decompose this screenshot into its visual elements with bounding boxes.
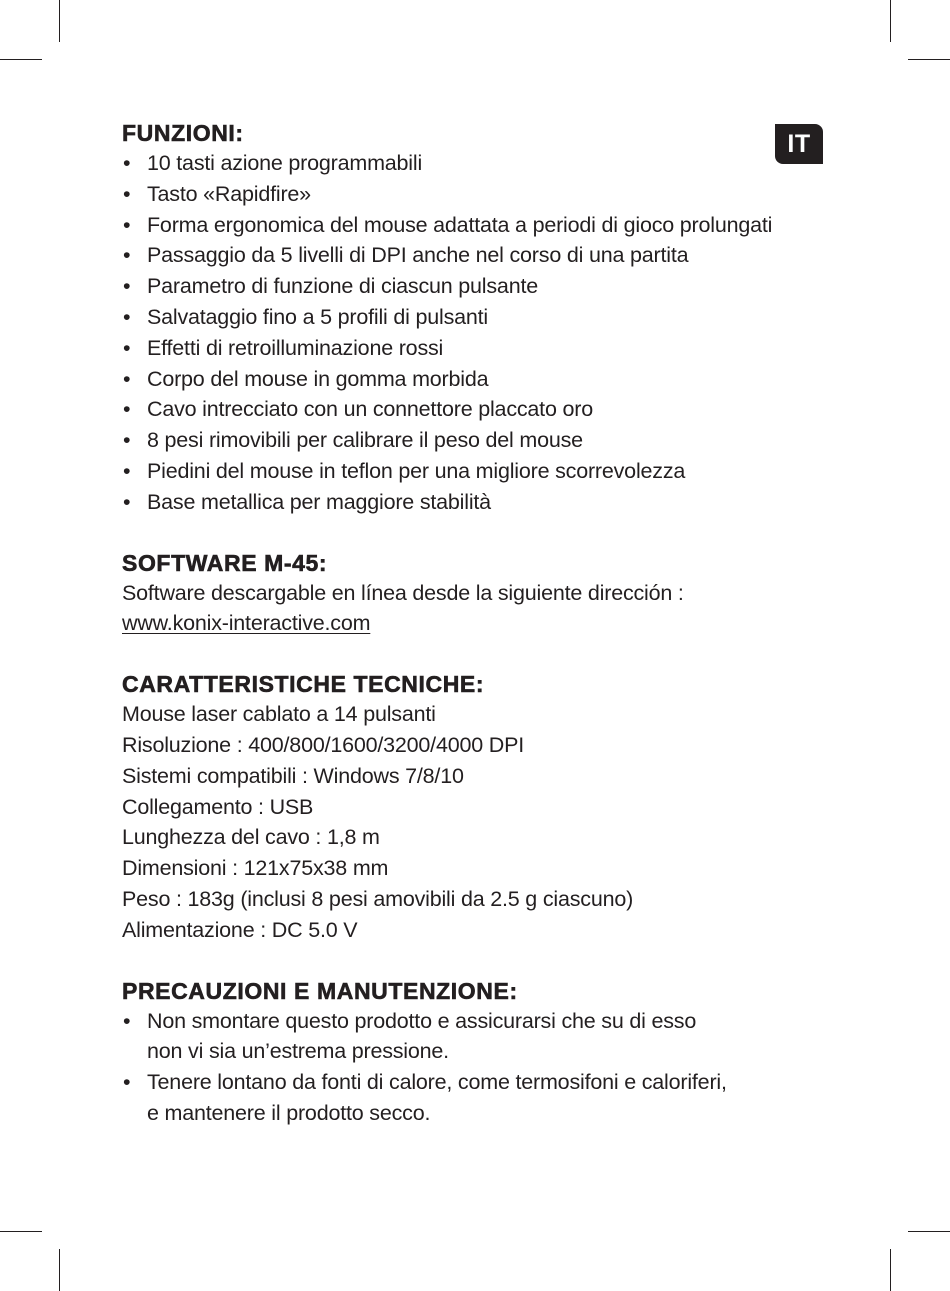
precautions-section (122, 976, 842, 1129)
spec-line: Dimensioni : 121x75x38 mm (122, 856, 389, 881)
specs-title: CARATTERISTICHE TECNICHE: (122, 671, 485, 698)
crop-mark (890, 1249, 891, 1291)
precautions-title: PRECAUZIONI E MANUTENZIONE: (122, 977, 518, 1004)
list-item: • Base metallica per maggiore stabilità (122, 487, 842, 518)
list-item: • Parametro di funzione di ciascun pulsante (122, 271, 842, 302)
crop-mark (908, 1231, 950, 1232)
spec-line: Collegamento : USB (122, 794, 314, 819)
list-item: • Salvataggio fino a 5 profili di pulsanti (122, 302, 842, 333)
spec-line: Lunghezza del cavo : 1,8 m (122, 825, 380, 850)
list-item: • Effetti di retroilluminazione rossi (122, 333, 842, 364)
crop-mark (0, 1231, 42, 1232)
software-description: Software descargable en línea desde la siguiente dirección : (122, 580, 684, 605)
list-item (122, 1006, 842, 1068)
crop-mark (59, 1249, 60, 1291)
software-title: SOFTWARE M-45: (122, 549, 328, 576)
spec-line: Risoluzione : 400/800/1600/3200/4000 DPI (122, 732, 525, 757)
features-title: FUNZIONI: (122, 120, 244, 146)
software-section (122, 548, 842, 640)
list-item: • Passaggio da 5 livelli di DPI anche nel corso di una partita (122, 240, 842, 271)
list-item: • Piedini del mouse in teflon per una migliore scorrevolezza (122, 456, 842, 487)
features-section (122, 118, 842, 518)
spec-line: Alimentazione : DC 5.0 V (122, 917, 358, 942)
list-item (122, 1067, 842, 1129)
list-item-line: Non smontare questo prodotto e assicurarsi che su di esso (147, 1008, 697, 1033)
spec-line: Sistemi compatibili : Windows 7/8/10 (122, 763, 464, 788)
crop-mark (908, 59, 950, 60)
list-item-line: Tenere lontano da fonti di calore, come termosifoni e caloriferi, (147, 1070, 727, 1095)
list-item: • 8 pesi rimovibili per calibrare il peso del mouse (122, 425, 842, 456)
list-item-line: e mantenere il prodotto secco. (147, 1100, 431, 1125)
language-badge: IT (775, 124, 823, 164)
list-item: • Forma ergonomica del mouse adattata a periodi di gioco prolungati (122, 210, 842, 241)
list-item: • Tasto «Rapidfire» (122, 179, 842, 210)
spec-line: Peso : 183g (inclusi 8 pesi amovibili da 2.5 g ciascuno) (122, 886, 634, 911)
list-item: • Cavo intrecciato con un connettore placcato oro (122, 394, 842, 425)
precautions-list (122, 1006, 842, 1129)
list-item: • 10 tasti azione programmabili (122, 148, 842, 179)
specs-section (122, 669, 842, 945)
list-item-line: non vi sia un’estrema pressione. (147, 1039, 449, 1064)
crop-mark (59, 0, 60, 42)
spec-line: Mouse laser cablato a 14 pulsanti (122, 702, 436, 727)
software-download-link[interactable]: www.konix-interactive.com (122, 611, 371, 636)
crop-mark (890, 0, 891, 42)
specs-list (122, 699, 842, 945)
features-list (122, 148, 842, 518)
list-item: • Corpo del mouse in gomma morbida (122, 364, 842, 395)
manual-content (122, 118, 842, 1129)
crop-mark (0, 59, 42, 60)
